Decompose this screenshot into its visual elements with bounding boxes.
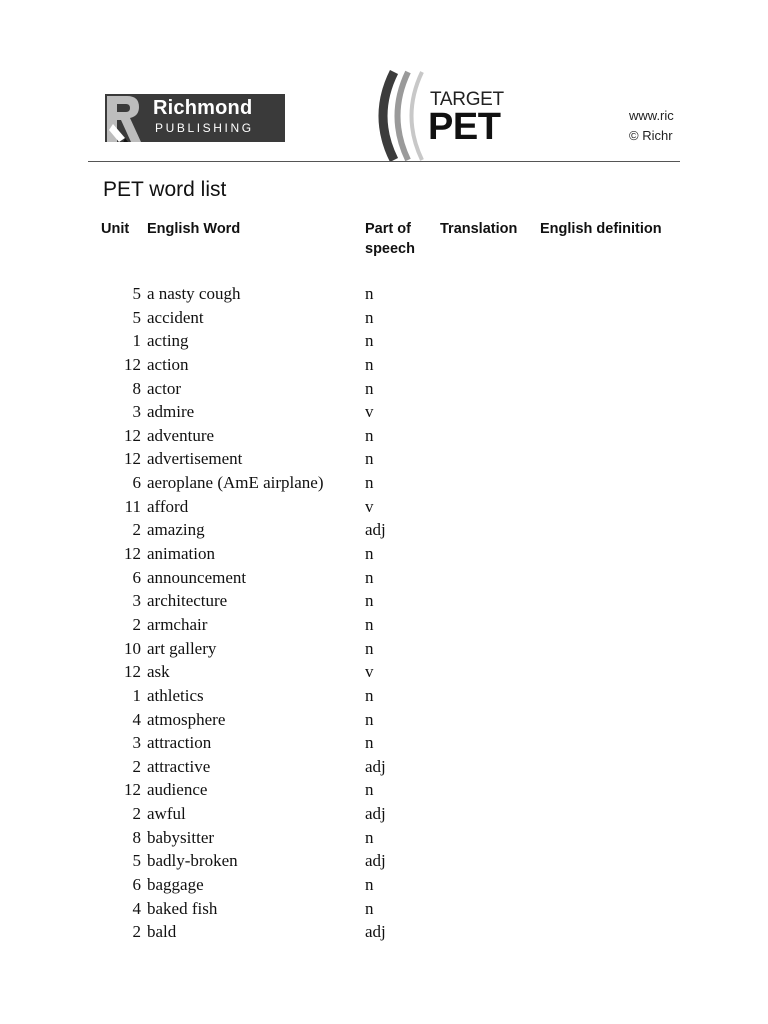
unit-cell: 3 (132, 591, 141, 611)
copyright-notice: © Richr (629, 128, 673, 143)
unit-cell: 12 (124, 354, 141, 374)
table-row (0, 637, 768, 661)
part-of-speech-cell: v (365, 496, 374, 516)
column-header-english-definition: English definition (540, 221, 662, 237)
table-row (0, 778, 768, 802)
word-cell: acting (147, 331, 189, 351)
part-of-speech-cell: n (365, 638, 374, 658)
table-row (0, 424, 768, 448)
word-cell: architecture (147, 591, 228, 611)
table-row (0, 589, 768, 613)
unit-cell: 2 (132, 614, 141, 634)
table-row (0, 377, 768, 401)
word-cell: animation (147, 544, 215, 564)
word-cell: aeroplane (AmE airplane) (147, 473, 324, 493)
table-row (0, 447, 768, 471)
part-of-speech-cell: adj (365, 922, 386, 942)
table-row (0, 802, 768, 826)
word-cell: actor (147, 378, 181, 398)
unit-cell: 2 (132, 756, 141, 776)
part-of-speech-cell: n (365, 591, 374, 611)
word-cell: babysitter (147, 827, 215, 847)
unit-cell: 3 (132, 402, 141, 422)
word-cell: attraction (147, 733, 212, 753)
part-of-speech-cell: n (365, 898, 374, 918)
part-of-speech-cell: adj (365, 804, 386, 824)
word-list-table (0, 282, 768, 944)
part-of-speech-cell: n (365, 733, 374, 753)
column-header-english-word: English Word (147, 221, 241, 237)
word-cell: afford (147, 496, 189, 516)
table-row (0, 613, 768, 637)
word-cell: atmosphere (147, 709, 226, 729)
table-row (0, 495, 768, 519)
unit-cell: 1 (132, 331, 141, 351)
part-of-speech-cell: n (365, 331, 374, 351)
word-cell: announcement (147, 567, 247, 587)
part-of-speech-cell: n (365, 307, 374, 327)
column-header-part-of-speech: Part of speech (365, 221, 415, 257)
word-cell: awful (147, 804, 186, 824)
richmond-publishing-logo (105, 94, 285, 142)
part-of-speech-cell: adj (365, 851, 386, 871)
unit-cell: 12 (124, 425, 141, 445)
part-of-speech-cell: n (365, 544, 374, 564)
publisher-name: Richmond (153, 97, 253, 119)
word-cell: action (147, 354, 189, 374)
table-row (0, 518, 768, 542)
unit-cell: 3 (132, 733, 141, 753)
table-row (0, 684, 768, 708)
unit-cell: 12 (124, 449, 141, 469)
unit-cell: 1 (132, 685, 141, 705)
table-row (0, 708, 768, 732)
part-of-speech-cell: n (365, 567, 374, 587)
part-of-speech-cell: n (365, 378, 374, 398)
unit-cell: 8 (132, 827, 141, 847)
unit-cell: 4 (132, 898, 141, 918)
table-row (0, 329, 768, 353)
part-of-speech-cell: n (365, 425, 374, 445)
part-of-speech-cell: n (365, 709, 374, 729)
unit-cell: 10 (124, 638, 141, 658)
part-of-speech-cell: n (365, 875, 374, 895)
table-row (0, 920, 768, 944)
page-title: PET word list (103, 178, 227, 201)
unit-cell: 6 (132, 473, 141, 493)
part-of-speech-cell: n (365, 780, 374, 800)
publisher-subtitle: PUBLISHING (155, 121, 254, 135)
unit-cell: 8 (132, 378, 141, 398)
table-row (0, 755, 768, 779)
unit-cell: 12 (124, 544, 141, 564)
part-of-speech-cell: v (365, 402, 374, 422)
table-row (0, 542, 768, 566)
table-row (0, 471, 768, 495)
unit-cell: 6 (132, 875, 141, 895)
unit-cell: 5 (132, 851, 141, 871)
part-of-speech-cell: n (365, 685, 374, 705)
unit-cell: 2 (132, 922, 141, 942)
part-of-speech-cell: adj (365, 756, 386, 776)
table-row (0, 566, 768, 590)
word-cell: attractive (147, 756, 211, 776)
word-cell: bald (147, 922, 177, 942)
part-of-speech-cell: n (365, 827, 374, 847)
target-logo-text: TARGET (430, 89, 504, 110)
word-cell: amazing (147, 520, 205, 540)
word-cell: art gallery (147, 638, 217, 658)
column-header-translation: Translation (440, 221, 518, 237)
unit-cell: 4 (132, 709, 141, 729)
table-row (0, 400, 768, 424)
word-cell: accident (147, 307, 204, 327)
table-row (0, 660, 768, 684)
part-of-speech-cell: n (365, 449, 374, 469)
table-row (0, 849, 768, 873)
header-divider (88, 161, 680, 162)
part-of-speech-cell: adj (365, 520, 386, 540)
word-cell: admire (147, 402, 195, 422)
word-cell: badly-broken (147, 851, 238, 871)
unit-cell: 12 (124, 662, 141, 682)
unit-cell: 2 (132, 520, 141, 540)
unit-cell: 5 (132, 307, 141, 327)
part-of-speech-cell: n (365, 284, 374, 303)
richmond-r-mark-icon (105, 94, 151, 142)
table-row (0, 731, 768, 755)
table-row (0, 897, 768, 921)
word-cell: a nasty cough (147, 284, 241, 303)
table-row (0, 873, 768, 897)
unit-cell: 5 (132, 284, 141, 303)
part-of-speech-cell: n (365, 354, 374, 374)
table-row (0, 282, 768, 306)
target-pet-logo (370, 70, 515, 162)
unit-cell: 6 (132, 567, 141, 587)
unit-cell: 12 (124, 780, 141, 800)
part-of-speech-cell: n (365, 473, 374, 493)
word-cell: athletics (147, 685, 204, 705)
table-row (0, 353, 768, 377)
table-row (0, 306, 768, 330)
table-row (0, 826, 768, 850)
target-arcs-icon (370, 70, 430, 162)
word-cell: audience (147, 780, 208, 800)
page-header (0, 0, 768, 170)
unit-cell: 11 (124, 496, 141, 516)
word-cell: armchair (147, 614, 208, 634)
website-url[interactable]: www.ric (629, 108, 674, 123)
word-cell: advertisement (147, 449, 243, 469)
part-of-speech-cell: v (365, 662, 374, 682)
word-cell: ask (147, 662, 170, 682)
pet-logo-text: PET (428, 106, 501, 148)
word-cell: adventure (147, 425, 215, 445)
word-cell: baggage (147, 875, 204, 895)
unit-cell: 2 (132, 804, 141, 824)
part-of-speech-cell: n (365, 614, 374, 634)
word-cell: baked fish (147, 898, 218, 918)
column-header-unit: Unit (101, 221, 130, 237)
